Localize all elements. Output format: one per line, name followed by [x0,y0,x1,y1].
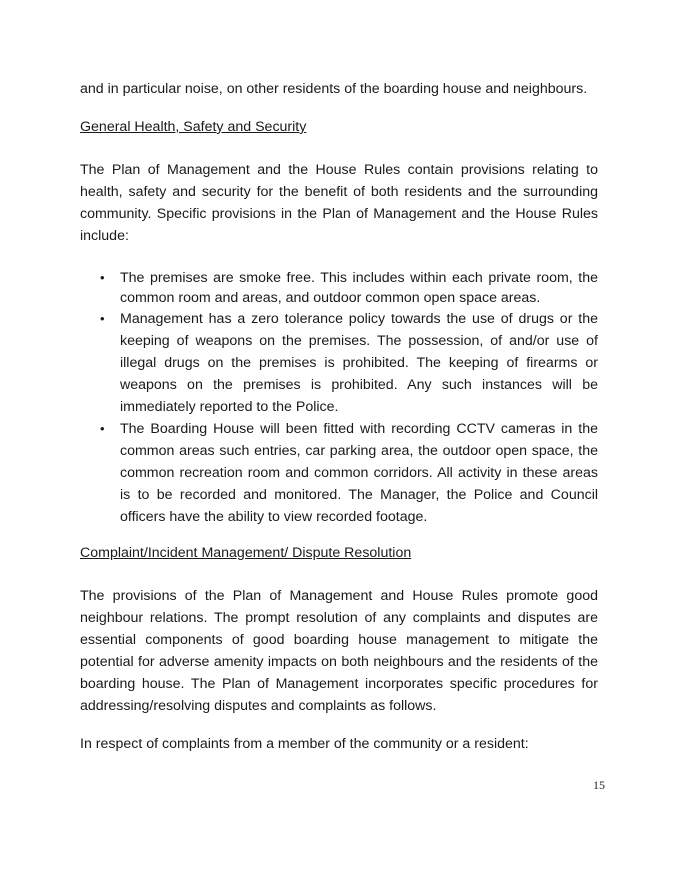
section-intro-paragraph: The Plan of Management and the House Rules contain provisions relating to health, safety and security for the benefit of both residents and the surrounding community. Specific provisions in the Plan of Management and the House Rules include: [80,162,598,244]
bullet-icon: • [100,311,105,326]
document-body [80,78,598,755]
bullet-item-drugs-weapons [80,308,598,418]
complaints-paragraph: The provisions of the Plan of Management and House Rules promote good neighbour relations. The prompt resolution of any complaints and disputes are essential components of good boarding house management to mitigate the potential for adverse amenity impacts on both neighbours and the residents of the boarding house. The Plan of Management incorporates specific procedures for addressing/resolving disputes and complaints as follows. [80,588,598,714]
section-heading-health-safety: General Health, Safety and Security [80,119,307,135]
bullet-icon: • [100,270,105,285]
bullet-icon: • [100,421,105,436]
bullet-text: The premises are smoke free. This includes within each private room, the common room and areas, and outdoor common open space areas. [120,270,598,306]
complaints-closing-line: In respect of complaints from a member of the community or a resident: [80,736,529,752]
bullet-item-cctv [80,418,598,528]
bullet-text: Management has a zero tolerance policy towards the use of drugs or the keeping of weapons on the premises. The possession, of and/or use of illegal drugs on the premises is prohibited. The keeping of firearms or weapons on the premises is prohibited. Any such instances will be immediately reported to the Police. [120,311,598,415]
page-number: 15 [593,778,605,792]
bullet-text: The Boarding House will been fitted with recording CCTV cameras in the common areas such entries, car parking area, the outdoor open space, the common recreation room and common corridors. All activity in these areas is to be recorded and monitored. The Manager, the Police and Council officers have the ability to view recorded footage. [120,421,598,525]
section-heading-complaints: Complaint/Incident Management/ Dispute Resolution [80,545,412,561]
opening-line: and in particular noise, on other residents of the boarding house and neighbours. [80,81,588,97]
bullet-item-smoke-free [80,268,598,308]
provisions-bullet-list [80,268,598,528]
